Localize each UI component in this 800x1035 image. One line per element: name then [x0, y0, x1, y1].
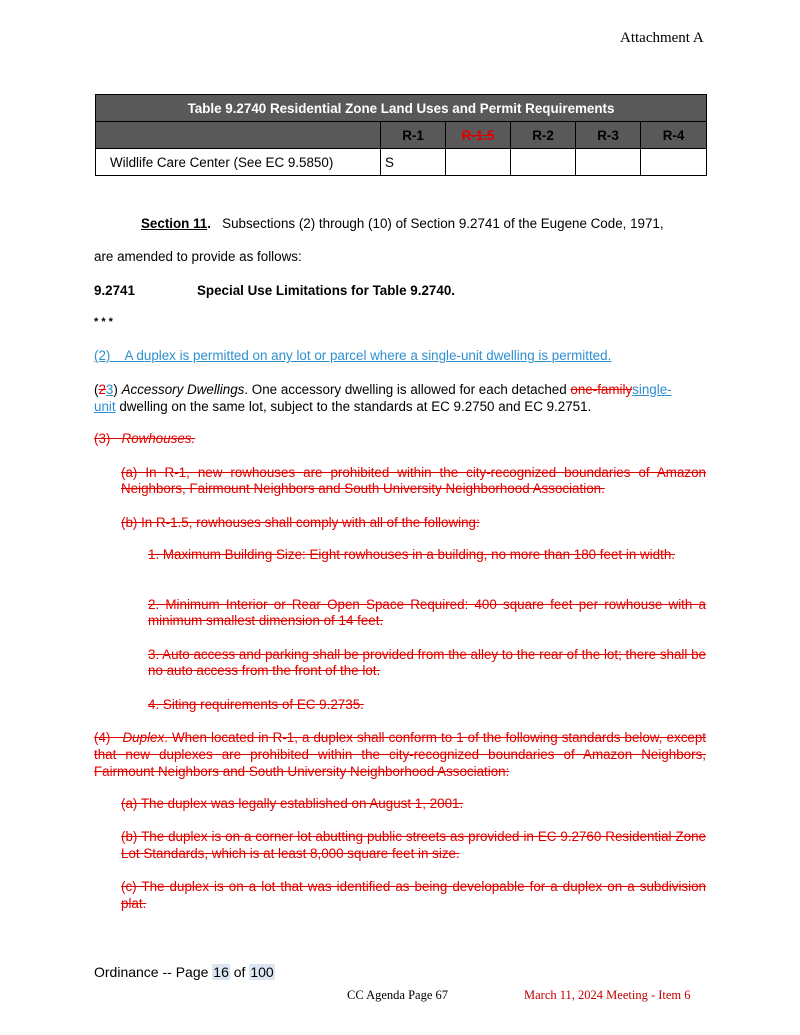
- duplex-a: (a) The duplex was legally established on August 1, 2001.: [121, 796, 464, 811]
- p3-inserted-word-b: unit: [94, 399, 116, 414]
- zone-header-blank: [96, 122, 381, 149]
- rowhouses-b3: 3. Auto access and parking shall be provided from the alley to the rear of the lot; there shall be no auto access from the front of the lot.: [148, 647, 706, 678]
- table-row: [96, 149, 707, 176]
- rowhouses-b: (b) In R-1.5, rowhouses shall comply with all of the following:: [121, 515, 480, 530]
- duplex-c: (c) The duplex is on a lot that was identified as being developable for a duplex on a subdivision plat.: [121, 879, 706, 911]
- table-title: Table 9.2740 Residential Zone Land Uses and Permit Requirements: [96, 95, 707, 122]
- section-11-label: Section 11: [141, 216, 208, 231]
- footer-of: of: [229, 964, 250, 980]
- rowhouses-num: (3): [94, 431, 122, 446]
- duplex-title: Duplex: [122, 730, 165, 745]
- rowhouses-b4: 4. Siting requirements of EC 9.2735.: [148, 697, 364, 712]
- value-cell-r2: [511, 149, 576, 176]
- zone-header-r4: R-4: [641, 122, 707, 149]
- agenda-page: CC Agenda Page 67: [347, 988, 449, 1002]
- attachment-label: Attachment A: [620, 30, 704, 46]
- p3-deleted-word: one-family: [570, 382, 633, 397]
- section-11-text: Subsections (2) through (10) of Section 9.2741 of the Eugene Code, 1971,: [222, 216, 664, 231]
- page-footer-ordinance: [94, 964, 275, 980]
- p3-close: ): [113, 382, 122, 397]
- footer-page-number: 16: [213, 964, 229, 980]
- code-title: Special Use Limitations for Table 9.2740.: [197, 283, 455, 298]
- zone-table-wrap: [95, 94, 707, 176]
- section-11-line1: Section 11. Subsections (2) through (10) of Section 9.2741 of the Eugene Code, 1971,: [141, 216, 664, 231]
- ellipsis-stars: * * *: [94, 316, 113, 328]
- value-cell-r15: [446, 149, 511, 176]
- zone-header-r1: R-1: [381, 122, 446, 149]
- footer-ordinance-label: Ordinance -- Page: [94, 964, 213, 980]
- p3-open: (: [94, 382, 99, 397]
- zone-header-r15: R-1.5: [446, 122, 511, 149]
- inserted-duplex-paragraph: (2) A duplex is permitted on any lot or parcel where a single-unit dwelling is permitted.: [94, 348, 612, 363]
- zone-table: [95, 94, 707, 176]
- rowhouses-b2: 2. Minimum Interior or Rear Open Space Required: 400 square feet per rowhouse with a minimum smallest dimension of 14 feet.: [148, 597, 706, 628]
- duplex-paragraph: [94, 729, 706, 780]
- p3-inserted-num: 3: [105, 382, 114, 397]
- code-number: 9.2741: [94, 283, 135, 298]
- use-cell: Wildlife Care Center (See EC 9.5850): [96, 149, 381, 176]
- zone-header-r3: R-3: [576, 122, 641, 149]
- meeting-label: March 11, 2024 Meeting - Item 6: [524, 988, 691, 1002]
- section-11-line2: are amended to provide as follows:: [94, 249, 302, 264]
- duplex-text: . When located in R-1, a duplex shall conform to 1 of the following standards below, except that new duplexes are prohibited within the city-recognized boundaries of Amazon Neighbors, Fairmount Neighbors and South University Neighborhood Association:: [94, 730, 707, 779]
- accessory-dwellings-paragraph: [94, 381, 706, 415]
- code-heading: [94, 283, 455, 298]
- p3-text2: dwelling on the same lot, subject to the standards at EC 9.2750 and EC 9.2751.: [115, 399, 592, 414]
- p3-deleted-num: 2: [98, 382, 106, 397]
- p3-text1: . One accessory dwelling is allowed for each detached: [244, 382, 571, 397]
- duplex-b: (b) The duplex is on a corner lot abutting public streets as provided in EC 9.2760 Residential Zone Lot Standards, which is at least 8,000 square feet in size.: [121, 829, 706, 861]
- zone-header-r2: R-2: [511, 122, 576, 149]
- value-cell-r1: S: [381, 149, 446, 176]
- p3-title: Accessory Dwellings: [121, 382, 245, 397]
- footer-page-total: 100: [250, 964, 274, 980]
- value-cell-r3: [576, 149, 641, 176]
- rowhouses-heading: [94, 431, 195, 446]
- rowhouses-title: Rowhouses.: [121, 431, 196, 446]
- rowhouses-a: (a) In R-1, new rowhouses are prohibited within the city-recognized boundaries of Amazon Neighbors, Fairmount Neighbors and South University Neighborhood Association.: [121, 465, 706, 496]
- p3-inserted-word-a: single-: [632, 382, 672, 397]
- rowhouses-b1: 1. Maximum Building Size: Eight rowhouses in a building, no more than 180 feet in width.: [148, 547, 675, 562]
- duplex-num: (4): [94, 730, 123, 745]
- value-cell-r4: [641, 149, 707, 176]
